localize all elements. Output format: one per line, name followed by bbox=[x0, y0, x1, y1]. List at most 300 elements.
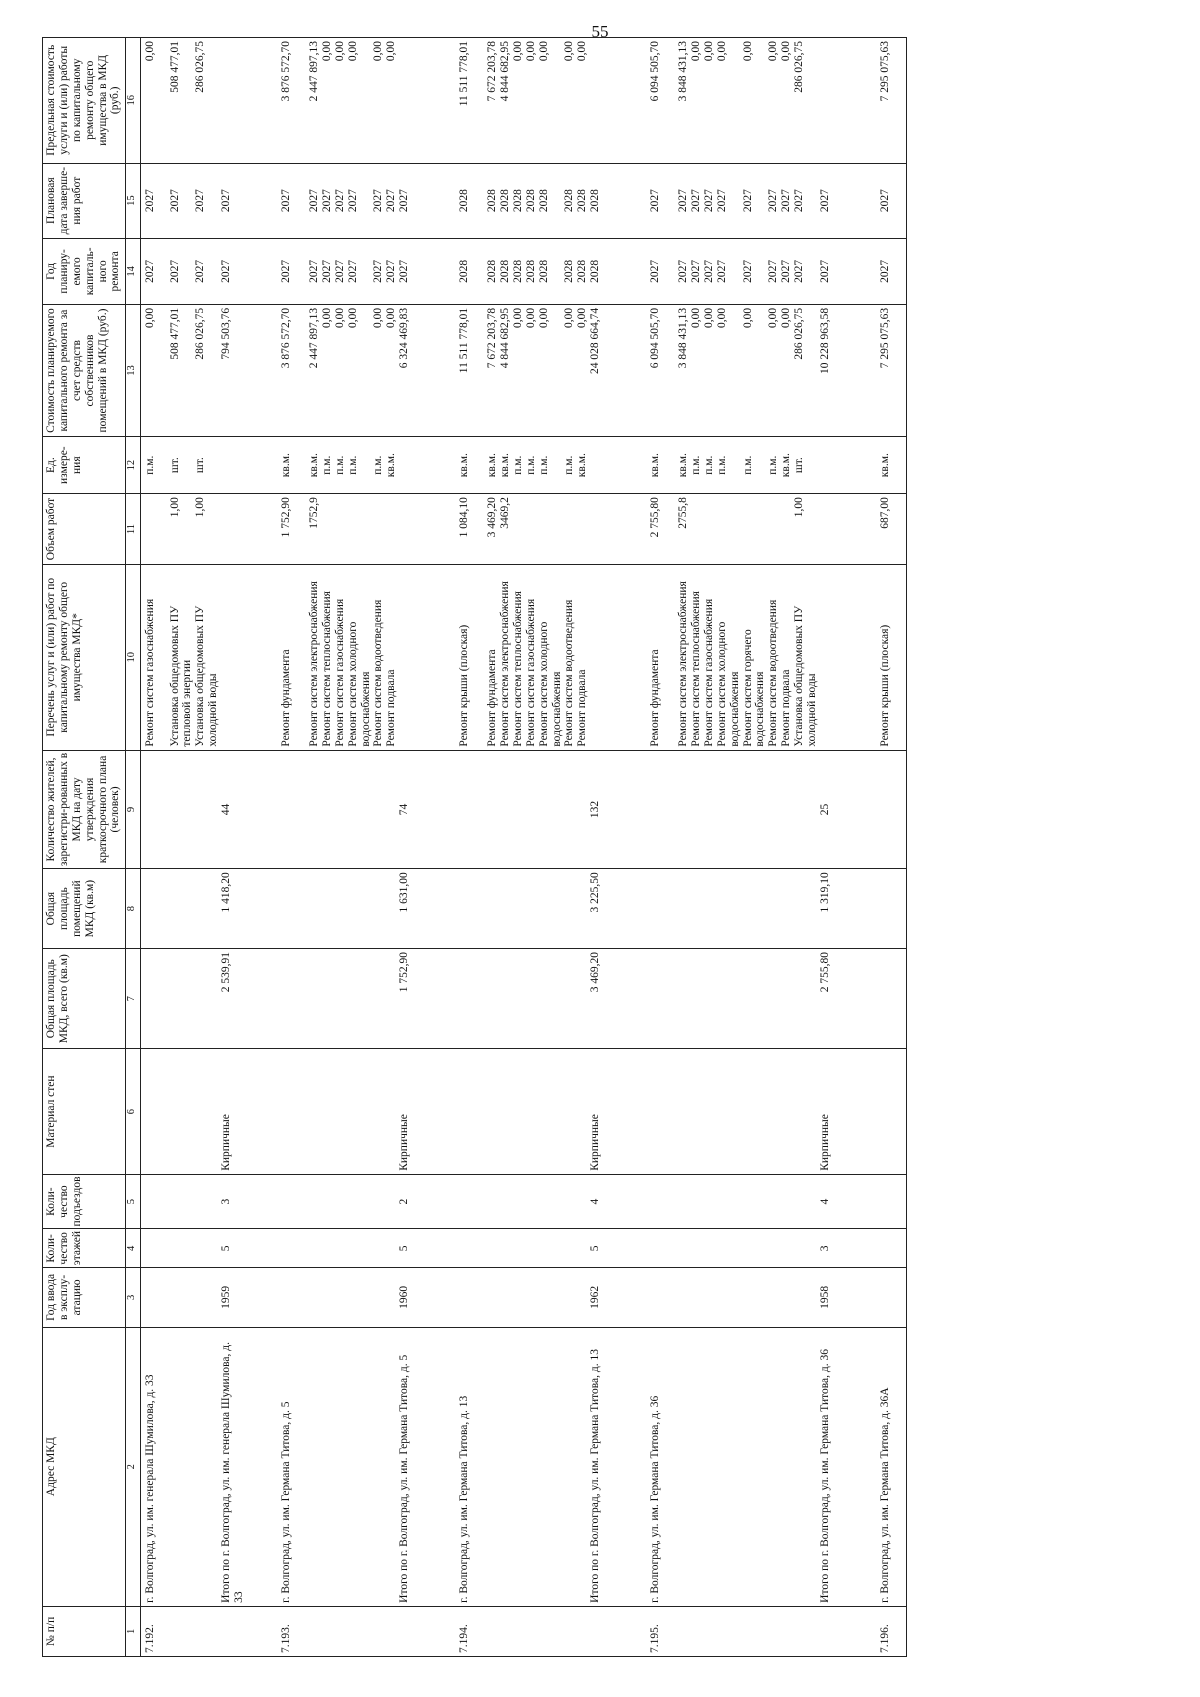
cell-col-3 bbox=[512, 1268, 525, 1327]
table-row bbox=[486, 38, 499, 1657]
cell-col-11 bbox=[703, 494, 716, 565]
cell-col-1 bbox=[767, 1606, 780, 1656]
cell-col-1 bbox=[334, 1606, 347, 1656]
cell-col-7 bbox=[347, 949, 373, 1049]
cell-col-1 bbox=[486, 1606, 499, 1656]
column-header-6: Материал стен bbox=[43, 1049, 126, 1174]
cell-col-1 bbox=[347, 1606, 373, 1656]
table-row bbox=[385, 38, 398, 1657]
cell-col-16: 0,00 bbox=[742, 38, 768, 164]
cell-col-7 bbox=[690, 949, 703, 1049]
cell-col-4 bbox=[372, 1229, 385, 1268]
cell-col-12: п.м. bbox=[347, 437, 373, 494]
cell-col-14: 2027 bbox=[141, 238, 169, 304]
cell-col-5 bbox=[767, 1174, 780, 1229]
cell-col-7 bbox=[649, 949, 677, 1049]
cell-col-9 bbox=[767, 750, 780, 869]
cell-col-8: 1 319,10 bbox=[819, 869, 879, 949]
table-row bbox=[538, 38, 564, 1657]
cell-col-13: 2 447 897,13 bbox=[308, 304, 321, 436]
cell-col-4 bbox=[690, 1229, 703, 1268]
cell-col-1 bbox=[194, 1606, 220, 1656]
cell-col-10: Ремонт систем теплоснабжения bbox=[321, 564, 334, 750]
subtotal-row bbox=[220, 38, 280, 1657]
cell-col-4 bbox=[486, 1229, 499, 1268]
cell-col-14: 2027 bbox=[819, 238, 879, 304]
cell-col-1 bbox=[538, 1606, 564, 1656]
cell-col-10: Ремонт систем холодного водоснабжения bbox=[716, 564, 742, 750]
cell-col-2: г. Волгоград, ул. им. Германа Титова, д. 36 bbox=[649, 1327, 677, 1606]
cell-col-10: Ремонт систем холодного водоснабжения bbox=[347, 564, 373, 750]
table-row bbox=[576, 38, 589, 1657]
column-header-7: Общая площадь МКД, всего (кв.м) bbox=[43, 949, 126, 1049]
cell-col-11 bbox=[512, 494, 525, 565]
cell-col-1: 7.193. bbox=[280, 1606, 308, 1656]
cell-col-1 bbox=[690, 1606, 703, 1656]
cell-col-15: 2028 bbox=[458, 163, 486, 238]
cell-col-5 bbox=[499, 1174, 512, 1229]
cell-col-1 bbox=[499, 1606, 512, 1656]
cell-col-10: Ремонт подвала bbox=[385, 564, 398, 750]
column-header-14: Год планиру-емого капиталь-ного ремонта bbox=[43, 238, 126, 304]
cell-col-12: п.м. bbox=[690, 437, 703, 494]
cell-col-10: Ремонт подвала bbox=[576, 564, 589, 750]
cell-col-16: 4 844 682,95 bbox=[499, 38, 512, 164]
cell-col-10: Ремонт систем водоотведения bbox=[563, 564, 576, 750]
cell-col-5 bbox=[347, 1174, 373, 1229]
cell-col-11 bbox=[525, 494, 538, 565]
cell-col-10: Ремонт фундамента bbox=[486, 564, 499, 750]
cell-col-4 bbox=[141, 1229, 169, 1268]
cell-col-15: 2027 bbox=[372, 163, 385, 238]
cell-col-4 bbox=[563, 1229, 576, 1268]
cell-col-3 bbox=[194, 1268, 220, 1327]
cell-col-9 bbox=[538, 750, 564, 869]
cell-col-12: шт. bbox=[793, 437, 819, 494]
cell-col-2 bbox=[576, 1327, 589, 1606]
cell-col-13: 3 876 572,70 bbox=[280, 304, 308, 436]
cell-col-6 bbox=[525, 1049, 538, 1174]
cell-col-14: 2028 bbox=[525, 238, 538, 304]
cell-col-13: 7 295 075,63 bbox=[879, 304, 907, 436]
cell-col-16 bbox=[398, 38, 458, 164]
cell-col-16: 2 447 897,13 bbox=[308, 38, 321, 164]
header-row bbox=[43, 38, 126, 1657]
cell-col-3 bbox=[742, 1268, 768, 1327]
cell-col-2 bbox=[372, 1327, 385, 1606]
cell-col-3: 1959 bbox=[220, 1268, 280, 1327]
cell-col-14: 2027 bbox=[677, 238, 690, 304]
cell-col-9: 74 bbox=[398, 750, 458, 869]
cell-col-1 bbox=[525, 1606, 538, 1656]
cell-col-9: 132 bbox=[589, 750, 649, 869]
cell-col-3 bbox=[716, 1268, 742, 1327]
table-row bbox=[334, 38, 347, 1657]
cell-col-2: Итого по г. Волгоград, ул. им. генерала Шумилова, д. 33 bbox=[220, 1327, 280, 1606]
cell-col-15: 2028 bbox=[499, 163, 512, 238]
cell-col-11 bbox=[742, 494, 768, 565]
cell-col-4 bbox=[512, 1229, 525, 1268]
cell-col-14: 2027 bbox=[398, 238, 458, 304]
cell-col-1 bbox=[576, 1606, 589, 1656]
cell-col-12: п.м. bbox=[512, 437, 525, 494]
cell-col-13: 0,00 bbox=[563, 304, 576, 436]
cell-col-5 bbox=[563, 1174, 576, 1229]
cell-col-9 bbox=[780, 750, 793, 869]
cell-col-12 bbox=[589, 437, 649, 494]
cell-col-3 bbox=[879, 1268, 907, 1327]
cell-col-15: 2028 bbox=[512, 163, 525, 238]
cell-col-9 bbox=[879, 750, 907, 869]
cell-col-7 bbox=[499, 949, 512, 1049]
cell-col-16: 3 876 572,70 bbox=[280, 38, 308, 164]
cell-col-3: 1958 bbox=[819, 1268, 879, 1327]
cell-col-15: 2027 bbox=[347, 163, 373, 238]
cell-col-6 bbox=[458, 1049, 486, 1174]
cell-col-14: 2027 bbox=[169, 238, 195, 304]
cell-col-7 bbox=[677, 949, 690, 1049]
table-row bbox=[690, 38, 703, 1657]
cell-col-15: 2027 bbox=[793, 163, 819, 238]
column-header-4: Коли-чество этажей bbox=[43, 1229, 126, 1268]
cell-col-13: 286 026,75 bbox=[194, 304, 220, 436]
cell-col-13: 0,00 bbox=[742, 304, 768, 436]
cell-col-7 bbox=[563, 949, 576, 1049]
cell-col-3 bbox=[677, 1268, 690, 1327]
cell-col-4 bbox=[538, 1229, 564, 1268]
cell-col-6 bbox=[334, 1049, 347, 1174]
cell-col-10: Ремонт систем водоотведения bbox=[372, 564, 385, 750]
column-header-15: Плановая дата заверше-ния работ bbox=[43, 163, 126, 238]
cell-col-2 bbox=[690, 1327, 703, 1606]
subtotal-row bbox=[819, 38, 879, 1657]
cell-col-3 bbox=[385, 1268, 398, 1327]
cell-col-11 bbox=[819, 494, 879, 565]
cell-col-9 bbox=[716, 750, 742, 869]
cell-col-7 bbox=[458, 949, 486, 1049]
capital-repair-table-sheet bbox=[42, 37, 1157, 1657]
cell-col-9 bbox=[372, 750, 385, 869]
cell-col-2: г. Волгоград, ул. им. Германа Титова, д. 13 bbox=[458, 1327, 486, 1606]
cell-col-14: 2027 bbox=[780, 238, 793, 304]
cell-col-7 bbox=[512, 949, 525, 1049]
cell-col-6 bbox=[372, 1049, 385, 1174]
cell-col-12: шт. bbox=[169, 437, 195, 494]
cell-col-13: 0,00 bbox=[716, 304, 742, 436]
cell-col-9 bbox=[512, 750, 525, 869]
cell-col-12: п.м. bbox=[703, 437, 716, 494]
cell-col-6 bbox=[793, 1049, 819, 1174]
cell-col-5 bbox=[780, 1174, 793, 1229]
cell-col-14: 2028 bbox=[589, 238, 649, 304]
cell-col-7 bbox=[576, 949, 589, 1049]
cell-col-4 bbox=[767, 1229, 780, 1268]
cell-col-4 bbox=[385, 1229, 398, 1268]
cell-col-5 bbox=[194, 1174, 220, 1229]
cell-col-13: 0,00 bbox=[372, 304, 385, 436]
cell-col-5: 4 bbox=[589, 1174, 649, 1229]
cell-col-3 bbox=[347, 1268, 373, 1327]
cell-col-8: 1 631,00 bbox=[398, 869, 458, 949]
column-header-13: Стоимость планируемого капитального ремонта за счет средств собственников помещений в МКД (руб.) bbox=[43, 304, 126, 436]
cell-col-15: 2027 bbox=[280, 163, 308, 238]
cell-col-15: 2027 bbox=[690, 163, 703, 238]
cell-col-4 bbox=[321, 1229, 334, 1268]
cell-col-14: 2027 bbox=[742, 238, 768, 304]
cell-col-3 bbox=[141, 1268, 169, 1327]
cell-col-16: 0,00 bbox=[703, 38, 716, 164]
cell-col-1 bbox=[169, 1606, 195, 1656]
cell-col-14: 2028 bbox=[486, 238, 499, 304]
cell-col-11: 1,00 bbox=[194, 494, 220, 565]
cell-col-6 bbox=[649, 1049, 677, 1174]
cell-col-13: 0,00 bbox=[385, 304, 398, 436]
cell-col-9 bbox=[793, 750, 819, 869]
cell-col-6: Кирпичные bbox=[398, 1049, 458, 1174]
cell-col-10: Ремонт крыши (плоская) bbox=[879, 564, 907, 750]
cell-col-14: 2027 bbox=[385, 238, 398, 304]
cell-col-6 bbox=[385, 1049, 398, 1174]
table-row bbox=[742, 38, 768, 1657]
cell-col-10: Ремонт систем газоснабжения bbox=[334, 564, 347, 750]
cell-col-8 bbox=[347, 869, 373, 949]
cell-col-2 bbox=[538, 1327, 564, 1606]
cell-col-7 bbox=[767, 949, 780, 1049]
cell-col-2: г. Волгоград, ул. им. генерала Шумилова, д. 33 bbox=[141, 1327, 169, 1606]
cell-col-8: 3 225,50 bbox=[589, 869, 649, 949]
cell-col-4: 5 bbox=[589, 1229, 649, 1268]
cell-col-7 bbox=[280, 949, 308, 1049]
cell-col-4 bbox=[879, 1229, 907, 1268]
cell-col-8 bbox=[879, 869, 907, 949]
cell-col-12: кв.м. bbox=[879, 437, 907, 494]
cell-col-15: 2027 bbox=[308, 163, 321, 238]
cell-col-4: 3 bbox=[819, 1229, 879, 1268]
cell-col-8 bbox=[649, 869, 677, 949]
cell-col-5 bbox=[280, 1174, 308, 1229]
subtotal-row bbox=[589, 38, 649, 1657]
cell-col-6: Кирпичные bbox=[589, 1049, 649, 1174]
cell-col-5 bbox=[141, 1174, 169, 1229]
cell-col-12: кв.м. bbox=[499, 437, 512, 494]
cell-col-5 bbox=[372, 1174, 385, 1229]
cell-col-14: 2027 bbox=[334, 238, 347, 304]
cell-col-12: кв.м. bbox=[458, 437, 486, 494]
column-number-8: 8 bbox=[126, 869, 141, 949]
cell-col-5: 3 bbox=[220, 1174, 280, 1229]
column-header-1: № п/п bbox=[43, 1606, 126, 1656]
cell-col-7 bbox=[538, 949, 564, 1049]
cell-col-10: Ремонт крыши (плоская) bbox=[458, 564, 486, 750]
cell-col-8 bbox=[372, 869, 385, 949]
cell-col-15: 2027 bbox=[321, 163, 334, 238]
cell-col-15: 2028 bbox=[576, 163, 589, 238]
cell-col-13: 10 228 963,58 bbox=[819, 304, 879, 436]
cell-col-5 bbox=[512, 1174, 525, 1229]
cell-col-11: 1 752,90 bbox=[280, 494, 308, 565]
cell-col-1 bbox=[780, 1606, 793, 1656]
cell-col-5 bbox=[321, 1174, 334, 1229]
cell-col-4 bbox=[499, 1229, 512, 1268]
cell-col-14: 2027 bbox=[220, 238, 280, 304]
cell-col-7 bbox=[194, 949, 220, 1049]
cell-col-7 bbox=[169, 949, 195, 1049]
cell-col-11 bbox=[398, 494, 458, 565]
cell-col-16: 0,00 bbox=[512, 38, 525, 164]
cell-col-14: 2027 bbox=[347, 238, 373, 304]
cell-col-5 bbox=[690, 1174, 703, 1229]
cell-col-11: 1 084,10 bbox=[458, 494, 486, 565]
cell-col-11 bbox=[690, 494, 703, 565]
column-number-16: 16 bbox=[126, 38, 141, 164]
cell-col-15: 2027 bbox=[194, 163, 220, 238]
cell-col-6 bbox=[563, 1049, 576, 1174]
cell-col-16: 286 026,75 bbox=[194, 38, 220, 164]
cell-col-12 bbox=[819, 437, 879, 494]
cell-col-14: 2028 bbox=[512, 238, 525, 304]
cell-col-16: 0,00 bbox=[563, 38, 576, 164]
cell-col-13: 794 503,76 bbox=[220, 304, 280, 436]
column-number-row bbox=[126, 38, 141, 1657]
table-row bbox=[525, 38, 538, 1657]
cell-col-4 bbox=[780, 1229, 793, 1268]
cell-col-2 bbox=[347, 1327, 373, 1606]
cell-col-8 bbox=[334, 869, 347, 949]
table-row bbox=[716, 38, 742, 1657]
cell-col-11: 687,00 bbox=[879, 494, 907, 565]
cell-col-3 bbox=[690, 1268, 703, 1327]
cell-col-11 bbox=[538, 494, 564, 565]
cell-col-2: г. Волгоград, ул. им. Германа Титова, д. 36А bbox=[879, 1327, 907, 1606]
cell-col-2 bbox=[169, 1327, 195, 1606]
cell-col-16: 7 295 075,63 bbox=[879, 38, 907, 164]
column-number-7: 7 bbox=[126, 949, 141, 1049]
column-number-12: 12 bbox=[126, 437, 141, 494]
cell-col-3 bbox=[169, 1268, 195, 1327]
cell-col-11: 1,00 bbox=[793, 494, 819, 565]
cell-col-11 bbox=[372, 494, 385, 565]
cell-col-14: 2027 bbox=[280, 238, 308, 304]
cell-col-11: 3 469,20 bbox=[486, 494, 499, 565]
cell-col-15: 2027 bbox=[141, 163, 169, 238]
cell-col-15: 2028 bbox=[538, 163, 564, 238]
cell-col-9 bbox=[742, 750, 768, 869]
cell-col-2: г. Волгоград, ул. им. Германа Титова, д. 5 bbox=[280, 1327, 308, 1606]
cell-col-9 bbox=[385, 750, 398, 869]
cell-col-5 bbox=[716, 1174, 742, 1229]
cell-col-10: Ремонт систем электроснабжения bbox=[308, 564, 321, 750]
cell-col-3 bbox=[458, 1268, 486, 1327]
cell-col-7: 2 539,91 bbox=[220, 949, 280, 1049]
cell-col-13: 0,00 bbox=[141, 304, 169, 436]
cell-col-9 bbox=[690, 750, 703, 869]
cell-col-6 bbox=[308, 1049, 321, 1174]
cell-col-4 bbox=[649, 1229, 677, 1268]
cell-col-14: 2027 bbox=[308, 238, 321, 304]
table-row bbox=[308, 38, 321, 1657]
cell-col-14: 2027 bbox=[793, 238, 819, 304]
cell-col-10: Ремонт систем электроснабжения bbox=[677, 564, 690, 750]
cell-col-8 bbox=[690, 869, 703, 949]
cell-col-12: п.м. bbox=[563, 437, 576, 494]
cell-col-13: 6 094 505,70 bbox=[649, 304, 677, 436]
cell-col-5 bbox=[879, 1174, 907, 1229]
cell-col-7: 2 755,80 bbox=[819, 949, 879, 1049]
cell-col-9 bbox=[169, 750, 195, 869]
cell-col-10: Установка общедомовых ПУ холодной воды bbox=[793, 564, 819, 750]
cell-col-12: п.м. bbox=[334, 437, 347, 494]
column-number-15: 15 bbox=[126, 163, 141, 238]
capital-repair-table bbox=[42, 37, 907, 1657]
cell-col-12: кв.м. bbox=[649, 437, 677, 494]
cell-col-4 bbox=[458, 1229, 486, 1268]
cell-col-2 bbox=[767, 1327, 780, 1606]
cell-col-4 bbox=[576, 1229, 589, 1268]
cell-col-5 bbox=[576, 1174, 589, 1229]
cell-col-12: п.м. bbox=[372, 437, 385, 494]
cell-col-2 bbox=[308, 1327, 321, 1606]
cell-col-4 bbox=[703, 1229, 716, 1268]
cell-col-8 bbox=[793, 869, 819, 949]
cell-col-12: кв.м. bbox=[780, 437, 793, 494]
cell-col-13: 0,00 bbox=[321, 304, 334, 436]
cell-col-10: Ремонт систем теплоснабжения bbox=[690, 564, 703, 750]
cell-col-13: 11 511 778,01 bbox=[458, 304, 486, 436]
table-row bbox=[141, 38, 169, 1657]
table-row bbox=[563, 38, 576, 1657]
cell-col-6 bbox=[690, 1049, 703, 1174]
cell-col-1 bbox=[742, 1606, 768, 1656]
cell-col-10 bbox=[220, 564, 280, 750]
cell-col-3 bbox=[308, 1268, 321, 1327]
cell-col-12 bbox=[220, 437, 280, 494]
cell-col-7 bbox=[385, 949, 398, 1049]
cell-col-3 bbox=[499, 1268, 512, 1327]
cell-col-9 bbox=[194, 750, 220, 869]
cell-col-10: Установка общедомовых ПУ холодной воды bbox=[194, 564, 220, 750]
cell-col-8 bbox=[512, 869, 525, 949]
cell-col-1 bbox=[563, 1606, 576, 1656]
cell-col-10: Ремонт систем газоснабжения bbox=[525, 564, 538, 750]
cell-col-6 bbox=[321, 1049, 334, 1174]
cell-col-3 bbox=[486, 1268, 499, 1327]
table-row bbox=[347, 38, 373, 1657]
column-number-4: 4 bbox=[126, 1229, 141, 1268]
cell-col-6 bbox=[879, 1049, 907, 1174]
cell-col-13: 0,00 bbox=[334, 304, 347, 436]
cell-col-11 bbox=[220, 494, 280, 565]
cell-col-8 bbox=[563, 869, 576, 949]
cell-col-3 bbox=[525, 1268, 538, 1327]
cell-col-7 bbox=[703, 949, 716, 1049]
cell-col-6 bbox=[512, 1049, 525, 1174]
cell-col-14: 2027 bbox=[372, 238, 385, 304]
cell-col-12: кв.м. bbox=[677, 437, 690, 494]
cell-col-2 bbox=[525, 1327, 538, 1606]
table-row bbox=[321, 38, 334, 1657]
cell-col-15: 2027 bbox=[879, 163, 907, 238]
cell-col-10: Ремонт систем горячего водоснабжения bbox=[742, 564, 768, 750]
cell-col-10: Установка общедомовых ПУ тепловой энергии bbox=[169, 564, 195, 750]
cell-col-1 bbox=[220, 1606, 280, 1656]
cell-col-6 bbox=[347, 1049, 373, 1174]
cell-col-8 bbox=[716, 869, 742, 949]
cell-col-8 bbox=[780, 869, 793, 949]
cell-col-5 bbox=[649, 1174, 677, 1229]
cell-col-1 bbox=[677, 1606, 690, 1656]
cell-col-10 bbox=[398, 564, 458, 750]
table-row bbox=[499, 38, 512, 1657]
